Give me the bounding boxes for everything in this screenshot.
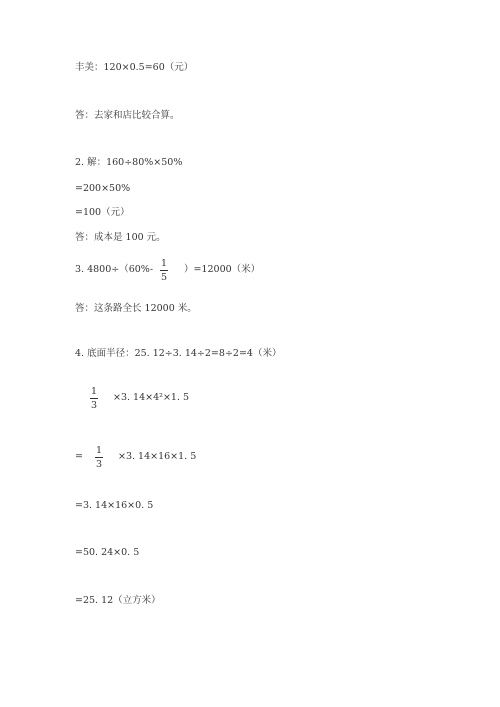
answer-line: 答：这条路全长 12000 米。 — [75, 303, 197, 314]
fraction-numerator: 1 — [95, 445, 103, 456]
text-line: 丰美：120×0.5=60（元） — [75, 62, 194, 73]
fraction-bar — [90, 398, 98, 399]
problem-3-expression-start: 3. 4800÷（60%- — [75, 264, 154, 275]
text-line: =50. 24×0. 5 — [75, 547, 140, 558]
answer-line: 答：成本是 100 元。 — [75, 232, 166, 243]
answer-line: 答：去家和店比较合算。 — [75, 110, 180, 121]
text-line: ×3. 14×4²×1. 5 — [113, 392, 190, 403]
fraction-bar — [95, 457, 103, 458]
text-line: = — [75, 451, 83, 462]
fraction-numerator: 1 — [160, 258, 168, 269]
fraction — [93, 445, 105, 470]
fraction-denominator: 3 — [95, 459, 103, 470]
text-line: ×3. 14×16×1. 5 — [118, 451, 197, 462]
fraction — [158, 258, 170, 283]
fraction — [88, 386, 100, 411]
problem-2-heading: 2. 解：160÷80%×50% — [75, 157, 183, 168]
fraction-denominator: 3 — [90, 400, 98, 411]
text-line: =3. 14×16×0. 5 — [75, 500, 154, 511]
text-line: =200×50% — [75, 183, 131, 194]
problem-4-heading: 4. 底面半径：25. 12÷3. 14÷2=8÷2=4（米） — [75, 348, 282, 359]
text-line: =25. 12（立方米） — [75, 595, 161, 606]
fraction-numerator: 1 — [90, 386, 98, 397]
fraction-denominator: 5 — [160, 272, 168, 283]
problem-3-expression-end: ）=12000（米） — [184, 264, 261, 275]
text-line: =100（元） — [75, 207, 130, 218]
fraction-bar — [160, 270, 168, 271]
